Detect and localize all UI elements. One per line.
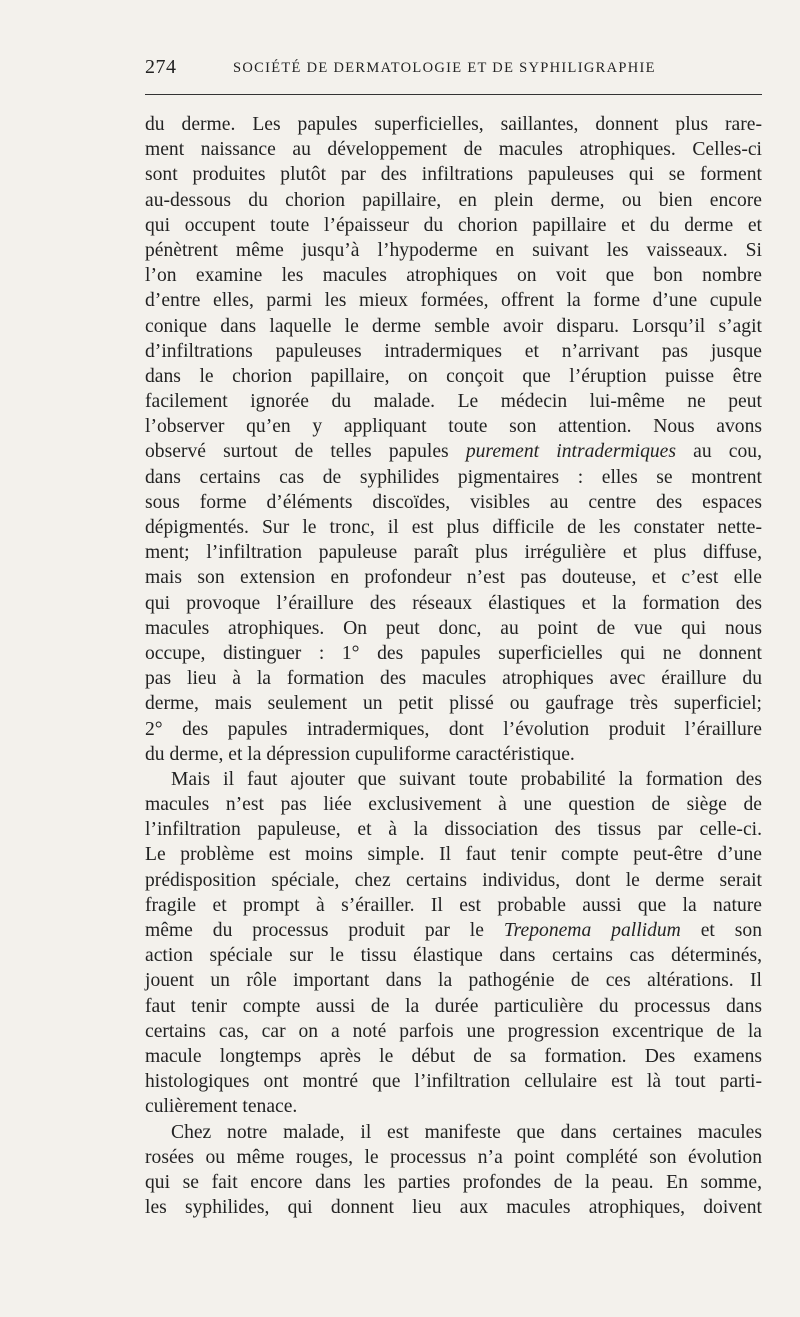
- text-line: d’infiltrations papuleuses intradermiques et n’arrivant pas jusque: [145, 340, 762, 362]
- text-line: action spéciale sur le tissu élastique dans certains cas déterminés,: [145, 945, 762, 967]
- text-line: du derme. Les papules superficielles, saillantes, donnent plus rare-: [145, 114, 762, 135]
- text-line: ment; l’infiltration papuleuse paraît plus irrégulière et plus diffuse,: [145, 542, 762, 564]
- text-line: pas lieu à la formation des macules atrophiques avec éraillure du: [145, 668, 762, 690]
- text-line: dans certains cas de syphilides pigmentaires : elles se montrent: [145, 466, 762, 488]
- text-line: qui occupent toute l’épaisseur du chorion papillaire et du derme et: [145, 214, 762, 236]
- text-line: Le problème est moins simple. Il faut tenir compte peut-être d’une: [145, 844, 762, 866]
- text-line: macules atrophiques. On peut donc, au point de vue qui nous: [145, 617, 762, 639]
- text-line: 2° des papules intradermiques, dont l’évolution produit l’éraillure: [145, 718, 762, 740]
- text-line: facilement ignorée du malade. Le médecin lui-même ne peut: [145, 391, 762, 413]
- text-line: occupe, distinguer : 1° des papules superficielles qui ne donnent: [145, 642, 762, 664]
- text-line: culièrement tenace.: [145, 1096, 298, 1118]
- text-line: pénètrent même jusqu’à l’hypoderme en suivant les vaisseaux. Si: [145, 239, 762, 261]
- page-number: 274: [145, 56, 177, 78]
- text-line: prédisposition spéciale, chez certains individus, dont le derme serait: [145, 869, 762, 891]
- running-head: SOCIÉTÉ DE DERMATOLOGIE ET DE SYPHILIGRAPHIE: [233, 60, 656, 76]
- body-text: [145, 112, 762, 1220]
- text-line: du derme, et la dépression cupuliforme caractéristique.: [145, 743, 575, 765]
- text-line: [145, 918, 762, 943]
- text-line: mais son extension en profondeur n’est pas douteuse, et c’est elle: [145, 567, 762, 589]
- text-line: derme, mais seulement un petit plissé ou gaufrage très superficiel;: [145, 693, 762, 715]
- text-line: qui provoque l’éraillure des réseaux élastiques et la formation des: [145, 592, 762, 614]
- text-line: [145, 439, 762, 464]
- text-line: d’entre elles, parmi les mieux formées, offrent la forme d’une cupule: [145, 290, 762, 312]
- text-line: l’infiltration papuleuse, et à la dissociation des tissus par celle-ci.: [145, 819, 762, 841]
- text-line: fragile et prompt à s’érailler. Il est probable aussi que la nature: [145, 894, 762, 916]
- text-line: sous forme d’éléments discoïdes, visibles au centre des espaces: [145, 491, 762, 513]
- text-line: ment naissance au développement de macules atrophiques. Celles-ci: [145, 139, 762, 161]
- italic-term: purement intradermiques: [465, 441, 676, 463]
- text-line: sont produites plutôt par des infiltrations papuleuses qui se forment: [145, 164, 762, 186]
- text-line: dépigmentés. Sur le tronc, il est plus difficile de les constater nette-: [145, 517, 762, 538]
- text-line: Chez notre malade, il est manifeste que dans certaines macules: [171, 1121, 762, 1143]
- text-line: au-dessous du chorion papillaire, en plein derme, ou bien encore: [145, 189, 762, 211]
- text-line: dans le chorion papillaire, on conçoit que l’éruption puisse être: [145, 365, 762, 387]
- text-line: jouent un rôle important dans la pathogénie de ces altérations. Il: [145, 970, 762, 992]
- text-line: faut tenir compte aussi de la durée particulière du processus dans: [145, 995, 762, 1017]
- text-line: rosées ou même rouges, le processus n’a point complété son évolution: [145, 1146, 762, 1168]
- text-segment: observé surtout de telles papules: [145, 441, 466, 463]
- text-segment: et son: [680, 920, 762, 941]
- text-line: histologiques ont montré que l’infiltration cellulaire est là tout parti-: [145, 1071, 762, 1093]
- text-line: macules n’est pas liée exclusivement à une question de siège de: [145, 794, 762, 816]
- text-line: l’on examine les macules atrophiques on voit que bon nombre: [145, 265, 762, 287]
- italic-term: Treponema pallidum: [503, 920, 681, 941]
- text-line: les syphilides, qui donnent lieu aux macules atrophiques, doivent: [145, 1197, 762, 1219]
- header-rule: [145, 94, 762, 95]
- text-line: macule longtemps après le début de sa formation. Des examens: [145, 1045, 762, 1067]
- text-line: conique dans laquelle le derme semble avoir disparu. Lorsqu’il s’agit: [145, 315, 762, 337]
- page-header: [145, 56, 762, 84]
- text-line: certains cas, car on a noté parfois une progression excentrique de la: [145, 1020, 762, 1042]
- text-line: l’observer qu’en y appliquant toute son attention. Nous avons: [145, 416, 762, 438]
- text-segment: au cou,: [676, 441, 762, 463]
- text-line: Mais il faut ajouter que suivant toute probabilité la formation des: [171, 768, 762, 790]
- text-line: qui se fait encore dans les parties profondes de la peau. En somme,: [145, 1171, 762, 1193]
- text-segment: même du processus produit par le: [145, 920, 504, 941]
